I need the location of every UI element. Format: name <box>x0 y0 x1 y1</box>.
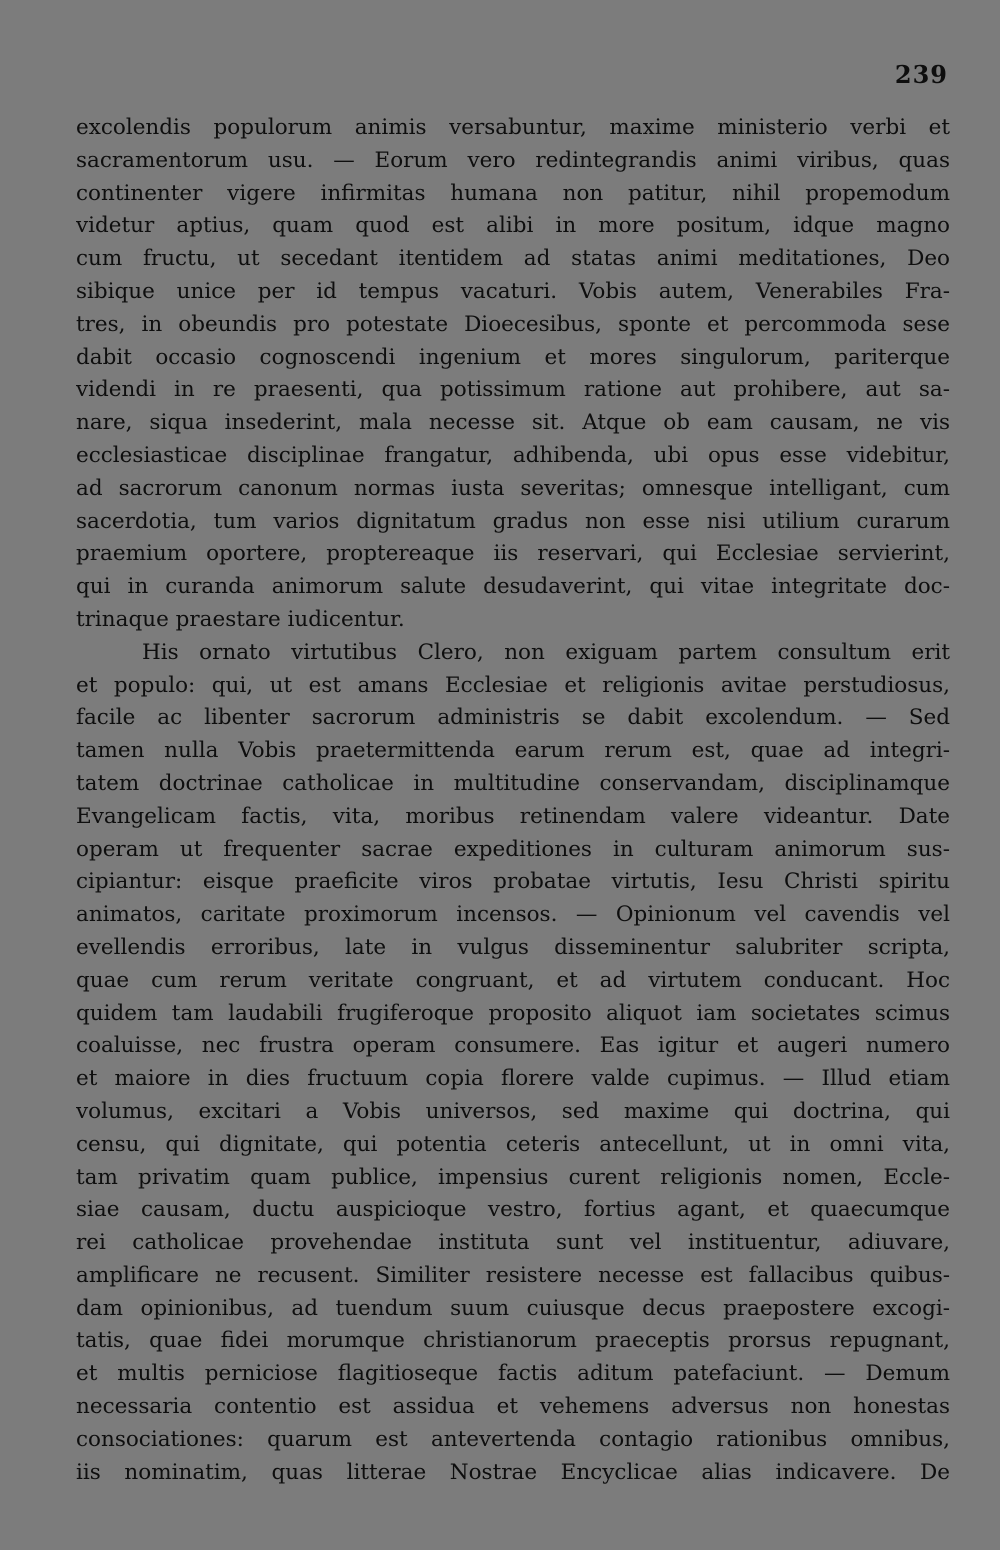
text-line: praemium oportere, proptereaque iis reservari, qui Ecclesiae servierint, <box>76 541 950 567</box>
text-line: ecclesiasticae disciplinae frangatur, adhibenda, ubi opus esse videbitur, <box>76 442 950 468</box>
text-line: tatem doctrinae catholicae in multitudine conservandam, disciplinamque <box>76 770 950 796</box>
text-line: volumus, excitari a Vobis universos, sed maxime qui doctrina, qui <box>76 1098 950 1124</box>
text-line: dam opinionibus, ad tuendum suum cuiusque decus praepostere excogi- <box>76 1295 950 1321</box>
text-line: cipiantur: eisque praeficite viros probatae virtutis, Iesu Christi spiritu <box>76 869 950 895</box>
text-line: sacerdotia, tum varios dignitatum gradus non esse nisi utilium curarum <box>76 508 950 534</box>
text-line: tres, in obeundis pro potestate Dioecesibus, sponte et percommoda sese <box>76 311 950 337</box>
body-text <box>76 112 950 1489</box>
text-line: videtur aptius, quam quod est alibi in more positum, idque magno <box>76 213 950 239</box>
page-number: 239 <box>894 60 948 89</box>
text-line: siae causam, ductu auspicioque vestro, fortius agant, et quaecumque <box>76 1197 950 1223</box>
text-line: iis nominatim, quas litterae Nostrae Encyclicae alias indicavere. De <box>76 1459 950 1485</box>
text-line: facile ac libenter sacrorum administris se dabit excolendum. — Sed <box>76 705 950 731</box>
text-line: quidem tam laudabili frugiferoque proposito aliquot iam societates scimus <box>76 1000 950 1026</box>
text-line: operam ut frequenter sacrae expeditiones in culturam animorum sus- <box>76 836 950 862</box>
text-line: dabit occasio cognoscendi ingenium et mores singulorum, pariterque <box>76 344 950 370</box>
text-line: tamen nulla Vobis praetermittenda earum rerum est, quae ad integri- <box>76 738 950 764</box>
text-line: quae cum rerum veritate congruant, et ad virtutem conducant. Hoc <box>76 967 950 993</box>
text-line: censu, qui dignitate, qui potentia ceteris antecellunt, ut in omni vita, <box>76 1131 950 1157</box>
text-line: rei catholicae provehendae instituta sunt vel instituentur, adiuvare, <box>76 1230 950 1256</box>
text-line: tam privatim quam publice, impensius curent religionis nomen, Eccle- <box>76 1164 950 1190</box>
text-line: nare, siqua insederint, mala necesse sit. Atque ob eam causam, ne vis <box>76 410 950 436</box>
text-line: cum fructu, ut secedant itentidem ad statas animi meditationes, Deo <box>76 246 950 272</box>
text-line: sacramentorum usu. — Eorum vero redintegrandis animi viribus, quas <box>76 147 950 173</box>
text-line: et multis perniciose flagitioseque factis aditum patefaciunt. — Demum <box>76 1361 950 1387</box>
text-line: videndi in re praesenti, qua potissimum ratione aut prohibere, aut sa- <box>76 377 950 403</box>
text-line: continenter vigere infirmitas humana non patitur, nihil propemodum <box>76 180 950 206</box>
text-line: et populo: qui, ut est amans Ecclesiae et religionis avitae perstudiosus, <box>76 672 950 698</box>
text-line: amplificare ne recusent. Similiter resistere necesse est fallacibus quibus- <box>76 1262 950 1288</box>
text-line: Evangelicam factis, vita, moribus retinendam valere videantur. Date <box>76 803 950 829</box>
text-line: qui in curanda animorum salute desudaverint, qui vitae integritate doc- <box>76 574 950 600</box>
text-line: animatos, caritate proximorum incensos. — Opinionum vel cavendis vel <box>76 902 950 928</box>
text-line: et maiore in dies fructuum copia florere valde cupimus. — Illud etiam <box>76 1066 950 1092</box>
text-line: consociationes: quarum est antevertenda contagio rationibus omnibus, <box>76 1426 950 1452</box>
text-line: coaluisse, nec frustra operam consumere. Eas igitur et augeri numero <box>76 1033 950 1059</box>
text-line: His ornato virtutibus Clero, non exiguam partem consultum erit <box>142 639 950 665</box>
text-line: sibique unice per id tempus vacaturi. Vobis autem, Venerabiles Fra- <box>76 278 950 304</box>
text-line: evellendis erroribus, late in vulgus disseminentur salubriter scripta, <box>76 934 950 960</box>
text-line: necessaria contentio est assidua et vehemens adversus non honestas <box>76 1394 950 1420</box>
text-line: ad sacrorum canonum normas iusta severitas; omnesque intelligant, cum <box>76 475 950 501</box>
text-line: tatis, quae fidei morumque christianorum praeceptis prorsus repugnant, <box>76 1328 950 1354</box>
text-line: excolendis populorum animis versabuntur, maxime ministerio verbi et <box>76 115 950 140</box>
text-line: trinaque praestare iudicentur. <box>76 606 405 632</box>
